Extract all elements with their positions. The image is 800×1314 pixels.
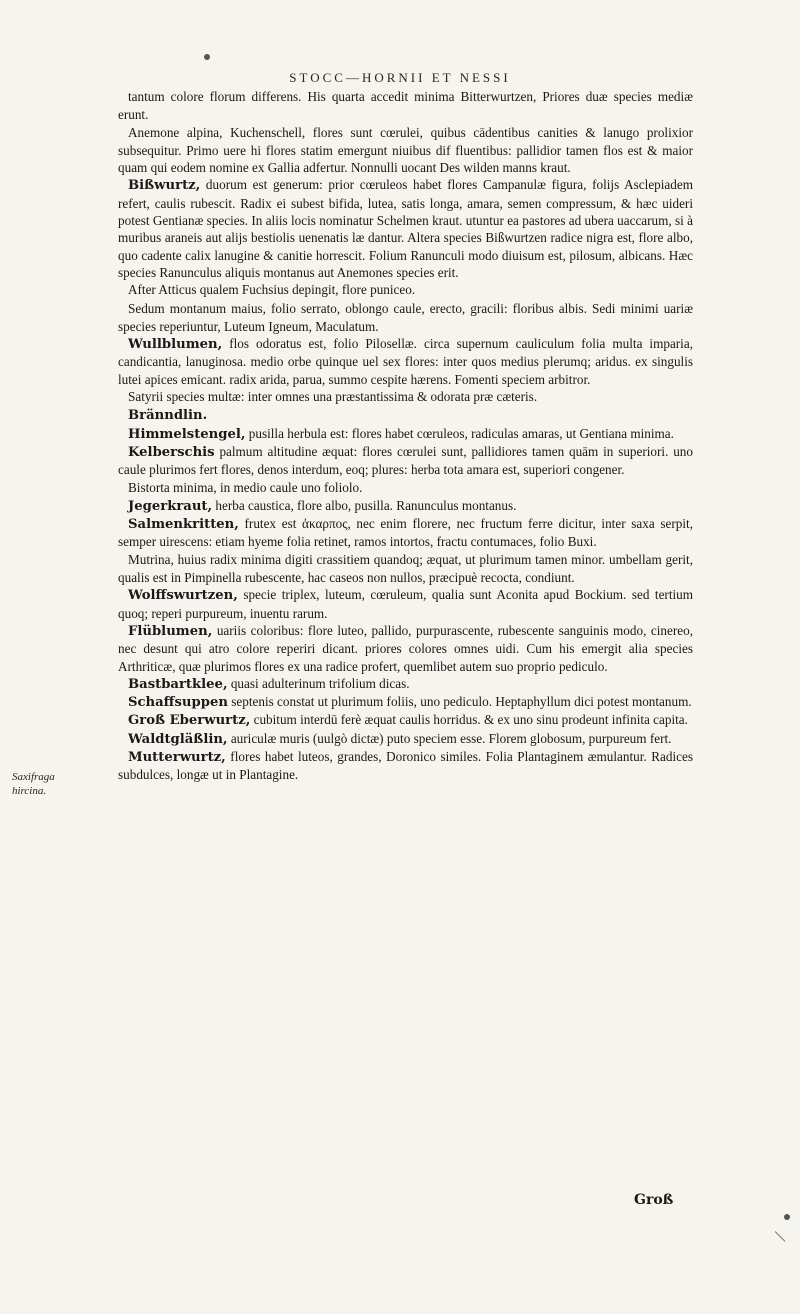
ink-spot: [204, 54, 210, 60]
vernacular-name: Wullblumen,: [128, 337, 223, 353]
text-paragraph: [118, 425, 693, 443]
text-paragraph: [118, 88, 693, 124]
paragraph-text: Satyrii species multæ: inter omnes una præstantissima & odorata præ cæteris.: [128, 389, 538, 405]
paragraph-text: frutex est ἀκαρπος, nec enim florere, nec fructum ferre dicitur, inter saxa serpit, semper uirescens: etiam hyeme folia retinet, ramos intortos, fractu contumaces, folio Buxi.: [118, 516, 693, 550]
text-paragraph: [118, 497, 693, 515]
paragraph-text: After Atticus qualem Fuchsius depingit, flore puniceo.: [128, 282, 416, 298]
text-paragraph: [118, 479, 693, 497]
text-paragraph: [118, 748, 693, 784]
text-paragraph: [118, 693, 693, 711]
vernacular-name: Kelberschis: [128, 444, 215, 460]
text-paragraph: [118, 586, 693, 622]
text-paragraph: [118, 406, 693, 424]
vernacular-name: Wolffswurtzen,: [128, 588, 238, 604]
paragraph-text: palmum altitudine æquat: flores cœrulei sunt, pallidiores tamen quām in superiori. uno caule plurimos fert flores, denos interdum, eoq; plures: herba tota amara est, superiori congener.: [118, 443, 693, 478]
paragraph-text: Anemone alpina, Kuchenschell, flores sunt cœrulei, quibus cādentibus canities & lanugo prolixior subsequitur. Primo uere hi flores statim emergunt niuibus dif fluentibus: pallidior tamen flos est & maior quam qui eodem nomine ex Gallia adfertur. Nonnulli uocant Des wilden manns kraut.: [118, 124, 693, 176]
text-paragraph: [118, 443, 693, 479]
vernacular-name: Waldtgläßlin,: [128, 731, 228, 747]
vernacular-name: Himmelstengel,: [128, 426, 246, 442]
paragraph-text: flos odoratus est, folio Pilosellæ. circa supernum cauliculum folia multa imparia, candicantia, lanuginosa. medio orbe quinque uel sex flores: inter quos medius plerumq; aridus. ex singulis lutei apices emicant. radix arida, parua, summo cespite hærens. Fomenti speciem arbitror.: [118, 336, 693, 387]
paragraph-text: quasi adulterinum trifolium dicas.: [227, 675, 410, 691]
paragraph-text: pusilla herbula est: flores habet cœruleos, radiculas amaras, ut Gentiana minima.: [245, 425, 674, 441]
text-paragraph: [118, 730, 693, 748]
text-paragraph: [118, 176, 693, 281]
text-paragraph: [118, 335, 693, 388]
paragraph-text: Mutrina, huius radix minima digiti crassitiem quandoq; æquat, ut plurimum tamen minor. umbellam gerit, qualis est in Pimpinella rubescente, hac caseos non nullos, præcipuè recocta, condiunt.: [118, 551, 693, 586]
text-paragraph: [118, 675, 693, 693]
vernacular-name: Bastbartklee,: [128, 676, 228, 692]
text-paragraph: [118, 551, 693, 587]
vernacular-name: Jegerkraut,: [128, 498, 213, 514]
vernacular-name: Groß Eberwurtz,: [128, 713, 251, 729]
text-paragraph: [118, 281, 693, 299]
vernacular-name: Mutterwurtz,: [128, 749, 226, 765]
paragraph-text: septenis constat ut plurimum foliis, uno pediculo. Heptaphyllum dici potest montanum.: [227, 694, 692, 710]
text-paragraph: [118, 388, 693, 406]
paragraph-text: herba caustica, flore albo, pusilla. Ranunculus montanus.: [212, 497, 517, 513]
text-paragraph: [118, 622, 693, 675]
paragraph-text: Bistorta minima, in medio caule uno foliolo.: [128, 479, 363, 495]
paragraph-text: specie triplex, luteum, cœruleum, qualia sunt Aconita apud Bockium. sed tertium quoq; reperi purpureum, inuentu rarum.: [118, 587, 693, 621]
vernacular-name: Bißwurtz,: [128, 178, 201, 194]
paragraph-text: tantum colore florum differens. His quarta accedit minima Bitterwurtzen, Priores duæ species mediæ erunt.: [118, 89, 693, 123]
text-paragraph: [118, 515, 693, 551]
margin-note-line: Saxifraga: [12, 771, 55, 783]
margin-note-line: hircina.: [12, 784, 47, 797]
paragraph-text: flores habet luteos, grandes, Doronico similes. Folia Plantaginem æmulantur. Radices subdulces, longæ ut in Plantagine.: [118, 748, 693, 783]
paragraph-text: cubitum interdū ferè æquat caulis horridus. & ex uno sinu prodeunt infinita capita.: [250, 712, 688, 728]
text-paragraph: [118, 711, 693, 729]
catchword: Groß: [634, 1192, 674, 1208]
body-text: [118, 88, 693, 784]
page-corner-mark: [775, 1221, 796, 1242]
paragraph-text: Sedum montanum maius, folio serrato, oblongo caule, erecto, gracili: floribus albis. Sedi minimi uariæ species reperiuntur, Luteum Igneum, Maculatum.: [118, 300, 693, 334]
margin-note: [12, 771, 72, 798]
text-paragraph: [118, 124, 693, 177]
paragraph-text: auriculæ muris (uulgò dictæ) puto speciem esse. Florem globosum, purpureum fert.: [227, 730, 672, 746]
ink-spot: [784, 1214, 790, 1220]
running-head: STOCC—HORNII ET NESSI: [289, 70, 511, 85]
text-paragraph: [118, 300, 693, 336]
vernacular-name: Schaffsuppen: [128, 695, 228, 711]
paragraph-text: duorum est generum: prior cœruleos habet flores Campanulæ figura, folijs Asclepiadem refert, caulis rubescit. Radix ei subest bifida, lutea, satis longa, amara, semen compressum, & hæc uideri potest Gentianæ species. In aliis locis nominatur Schelmen kraut. utuntur ea pastores ad ubera uaccarum, si à muribus araneis aut alijs bestiolis uenenatis læ dantur. Altera species Bißwurtzen radice nigra est, flore albo, quo cadente calix lanugine & canitie horrescit. Folium Ranunculi modo diuisum est, pilosum, albicans. Hæc species Ranunculus aliquis montanus aut Anemones species erit.: [118, 177, 693, 280]
paragraph-text: uariis coloribus: flore luteo, pallido, purpurascente, rubescente sanguinis modo, cinereo, nec desunt qui atro colore reperiri dicant. priores colores omnes uidi. Cum his emergit alia species Arthriticæ, quæ plurimos flores ex una radice profert, quemlibet autem suo proprio pediculo.: [118, 622, 693, 674]
vernacular-name: Bränndlin.: [128, 408, 208, 424]
vernacular-name: Salmenkritten,: [128, 517, 239, 533]
vernacular-name: Flüblumen,: [128, 623, 213, 639]
